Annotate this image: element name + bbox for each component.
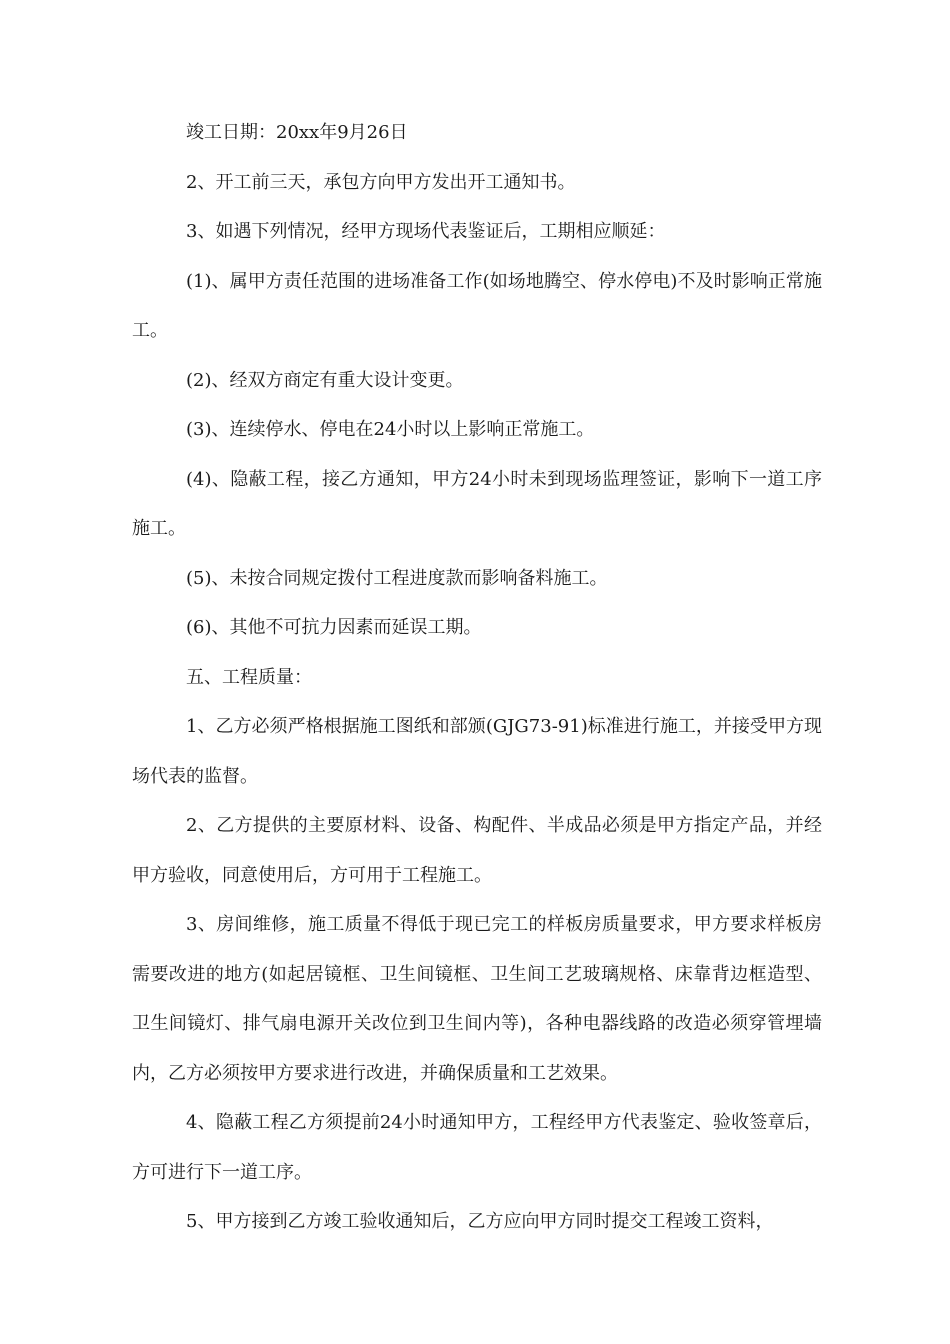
paragraph-quality-1: 1、乙方必须严格根据施工图纸和部颁(GJG73-91)标准进行施工，并接受甲方现场代表的监督。 xyxy=(132,716,822,787)
paragraph-item-5: (5)、未按合同规定拨付工程进度款而影响备料施工。 xyxy=(186,567,608,589)
section-heading-quality: 五、工程质量： xyxy=(186,666,312,688)
paragraph-quality-3: 3、房间维修，施工质量不得低于现已完工的样板房质量要求，甲方要求样板房需要改进的地方(如起居镜框、卫生间镜框、卫生间工艺玻璃规格、床靠背边框造型、卫生间镜灯、排气扇电源开关改位到卫生间内等)，各种电器线路的改造必须穿管埋墙内，乙方必须按甲方要求进行改进，并确保质量和工艺效果。 xyxy=(132,914,822,1084)
paragraph-item-3: (3)、连续停水、停电在24小时以上影响正常施工。 xyxy=(186,419,595,440)
paragraph-quality-5: 5、甲方接到乙方竣工验收通知后，乙方应向甲方同时提交工程竣工资料， xyxy=(186,1211,774,1232)
paragraph-completion-date: 竣工日期：20xx年9月26日 xyxy=(186,122,408,143)
paragraph-item-2: (2)、经双方商定有重大设计变更。 xyxy=(186,369,464,391)
paragraph-item-4: (4)、隐蔽工程，接乙方通知，甲方24小时未到现场监理签证，影响下一道工序施工。 xyxy=(132,468,822,539)
paragraph-quality-2: 2、乙方提供的主要原材料、设备、构配件、半成品必须是甲方指定产品，并经甲方验收，同意使用后，方可用于工程施工。 xyxy=(132,815,822,886)
paragraph-quality-4: 4、隐蔽工程乙方须提前24小时通知甲方，工程经甲方代表鉴定、验收签章后，方可进行下一道工序。 xyxy=(132,1112,822,1183)
paragraph-clause-2-start-notice: 2、开工前三天，承包方向甲方发出开工通知书。 xyxy=(186,171,576,193)
document-body xyxy=(132,108,822,1247)
paragraph-clause-3-extension: 3、如遇下列情况，经甲方现场代表鉴证后，工期相应顺延： xyxy=(186,221,666,242)
paragraph-item-6: (6)、其他不可抗力因素而延误工期。 xyxy=(186,617,482,638)
paragraph-item-1: (1)、属甲方责任范围的进场准备工作(如场地腾空、停水停电)不及时影响正常施工。 xyxy=(132,270,822,341)
